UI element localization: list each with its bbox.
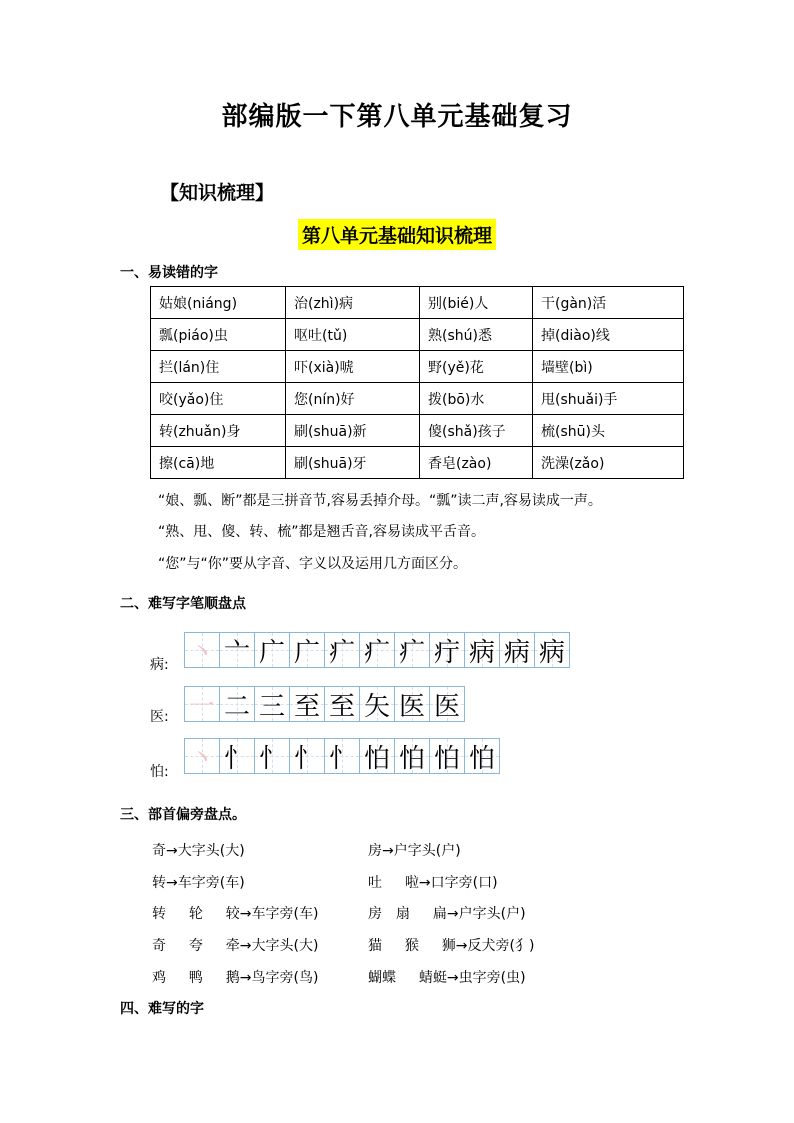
stroke-row-bing (184, 632, 569, 668)
table-cell: 姑娘(niáng) (151, 287, 286, 319)
table-cell: 香皂(zào) (420, 447, 533, 479)
stroke-label-pa: 怕: (150, 764, 169, 780)
stroke-step-box (359, 632, 395, 668)
table-cell: 刷(shuā)新 (286, 415, 420, 447)
stroke-row-pa (184, 738, 499, 774)
table-cell: 您(nín)好 (286, 383, 420, 415)
table-cell: 刷(shuā)牙 (286, 447, 420, 479)
section-3-heading: 三、部首偏旁盘点。 (120, 807, 246, 823)
stroke-step-box (429, 632, 465, 668)
radical-right-3: 房 扇 扁→户字头(户) (368, 906, 526, 922)
stroke-step-char: 疒 (328, 637, 355, 668)
table-cell: 拨(bō)水 (420, 383, 533, 415)
note-2: “熟、甩、傻、转、梳”都是翘舌音,容易读成平舌音。 (158, 524, 485, 540)
stroke-step-char: 怕 (468, 743, 495, 774)
stroke-step-char: 医 (433, 691, 460, 722)
stroke-step-box (219, 632, 255, 668)
radical-left-5: 鸡 鸭 鹅→鸟字旁(鸟) (152, 970, 319, 986)
section-4-heading: 四、难写的字 (120, 1001, 204, 1017)
stroke-step-box (324, 686, 360, 722)
stroke-step-box (219, 738, 255, 774)
table-cell: 咬(yǎo)住 (151, 383, 286, 415)
stroke-step-box (359, 738, 395, 774)
radical-left-1: 奇→大字头(大) (152, 843, 245, 859)
stroke-step-char: 疒 (363, 637, 390, 668)
note-3: “您”与“你”要从字音、字义以及运用几方面区分。 (158, 556, 468, 572)
stroke-step-char: 一 (188, 691, 215, 722)
stroke-step-char: 丶 (188, 743, 215, 774)
page-title: 部编版一下第八单元基础复习 (221, 102, 573, 132)
table-row (151, 415, 684, 447)
table-cell: 洗澡(zǎo) (533, 447, 684, 479)
stroke-step-box (499, 632, 535, 668)
table-cell: 治(zhì)病 (286, 287, 420, 319)
stroke-step-box (184, 632, 220, 668)
radical-right-2: 吐 啦→口字旁(口) (368, 875, 498, 891)
pronunciation-table (150, 286, 684, 479)
stroke-step-char: 广 (293, 637, 320, 668)
table-cell: 瓢(piáo)虫 (151, 319, 286, 351)
stroke-step-box (429, 738, 465, 774)
stroke-label-bing: 病: (150, 657, 169, 673)
stroke-step-char: 怕 (433, 743, 460, 774)
stroke-step-box (184, 738, 220, 774)
highlight-heading-wrap (0, 219, 794, 250)
stroke-step-char: 忄 (328, 743, 355, 774)
table-cell: 擦(cā)地 (151, 447, 286, 479)
stroke-step-box (254, 686, 290, 722)
stroke-step-box (394, 632, 430, 668)
table-cell: 干(gàn)活 (533, 287, 684, 319)
stroke-step-char: 忄 (258, 743, 285, 774)
stroke-step-box (289, 632, 325, 668)
stroke-step-char: 疔 (433, 637, 460, 668)
radical-left-2: 转→车字旁(车) (152, 875, 245, 891)
section-1-heading: 一、易读错的字 (120, 265, 218, 281)
table-cell: 梳(shū)头 (533, 415, 684, 447)
stroke-step-char: 亠 (223, 637, 250, 668)
stroke-step-char: 医 (398, 691, 425, 722)
stroke-step-char: 至 (293, 691, 320, 722)
stroke-step-box (289, 738, 325, 774)
table-row (151, 287, 684, 319)
stroke-step-char: 二 (223, 691, 250, 722)
radical-right-5: 蝴蝶 蜻蜓→虫字旁(虫) (368, 970, 526, 986)
table-cell: 转(zhuǎn)身 (151, 415, 286, 447)
table-row (151, 351, 684, 383)
stroke-step-char: 疒 (398, 637, 425, 668)
table-row (151, 319, 684, 351)
stroke-step-char: 丶 (188, 637, 215, 668)
table-cell: 熟(shú)悉 (420, 319, 533, 351)
radical-left-4: 奇 夸 牵→大字头(大) (152, 938, 319, 954)
highlight-heading: 第八单元基础知识梳理 (298, 219, 496, 250)
radical-left-3: 转 轮 较→车字旁(车) (152, 906, 319, 922)
stroke-step-box (324, 632, 360, 668)
table-cell: 傻(shǎ)孩子 (420, 415, 533, 447)
stroke-step-box (254, 738, 290, 774)
stroke-step-char: 至 (328, 691, 355, 722)
radical-right-1: 房→户字头(户) (368, 843, 461, 859)
radical-right-4: 猫 猴 狮→反犬旁(犭) (368, 938, 535, 954)
stroke-step-box (289, 686, 325, 722)
stroke-step-box (464, 738, 500, 774)
section-2-heading: 二、难写字笔顺盘点 (120, 596, 246, 612)
stroke-step-char: 怕 (398, 743, 425, 774)
knowledge-heading: 【知识梳理】 (160, 182, 275, 204)
table-cell: 吓(xià)唬 (286, 351, 420, 383)
stroke-step-box (534, 632, 570, 668)
stroke-step-box (324, 738, 360, 774)
stroke-step-box (359, 686, 395, 722)
stroke-step-box (254, 632, 290, 668)
table-cell: 掉(diào)线 (533, 319, 684, 351)
stroke-step-char: 病 (468, 637, 495, 668)
stroke-step-char: 广 (258, 637, 285, 668)
table-row (151, 447, 684, 479)
stroke-step-box (464, 632, 500, 668)
stroke-step-box (394, 738, 430, 774)
table-row (151, 383, 684, 415)
stroke-row-yi (184, 686, 464, 722)
stroke-step-char: 矢 (363, 691, 390, 722)
stroke-step-box (219, 686, 255, 722)
table-cell: 呕吐(tǔ) (286, 319, 420, 351)
stroke-step-char: 忄 (293, 743, 320, 774)
stroke-step-box (394, 686, 430, 722)
table-cell: 拦(lán)住 (151, 351, 286, 383)
stroke-step-char: 三 (258, 691, 285, 722)
note-1: “娘、瓢、断”都是三拼音节,容易丢掉介母。“瓢”读二声,容易读成一声。 (158, 493, 602, 509)
stroke-step-char: 病 (538, 637, 565, 668)
stroke-step-char: 忄 (223, 743, 250, 774)
table-cell: 甩(shuǎi)手 (533, 383, 684, 415)
stroke-step-char: 病 (503, 637, 530, 668)
stroke-step-box (429, 686, 465, 722)
table-cell: 别(bié)人 (420, 287, 533, 319)
stroke-step-char: 怕 (363, 743, 390, 774)
stroke-label-yi: 医: (150, 709, 169, 725)
stroke-step-box (184, 686, 220, 722)
table-cell: 墙壁(bì) (533, 351, 684, 383)
table-cell: 野(yě)花 (420, 351, 533, 383)
